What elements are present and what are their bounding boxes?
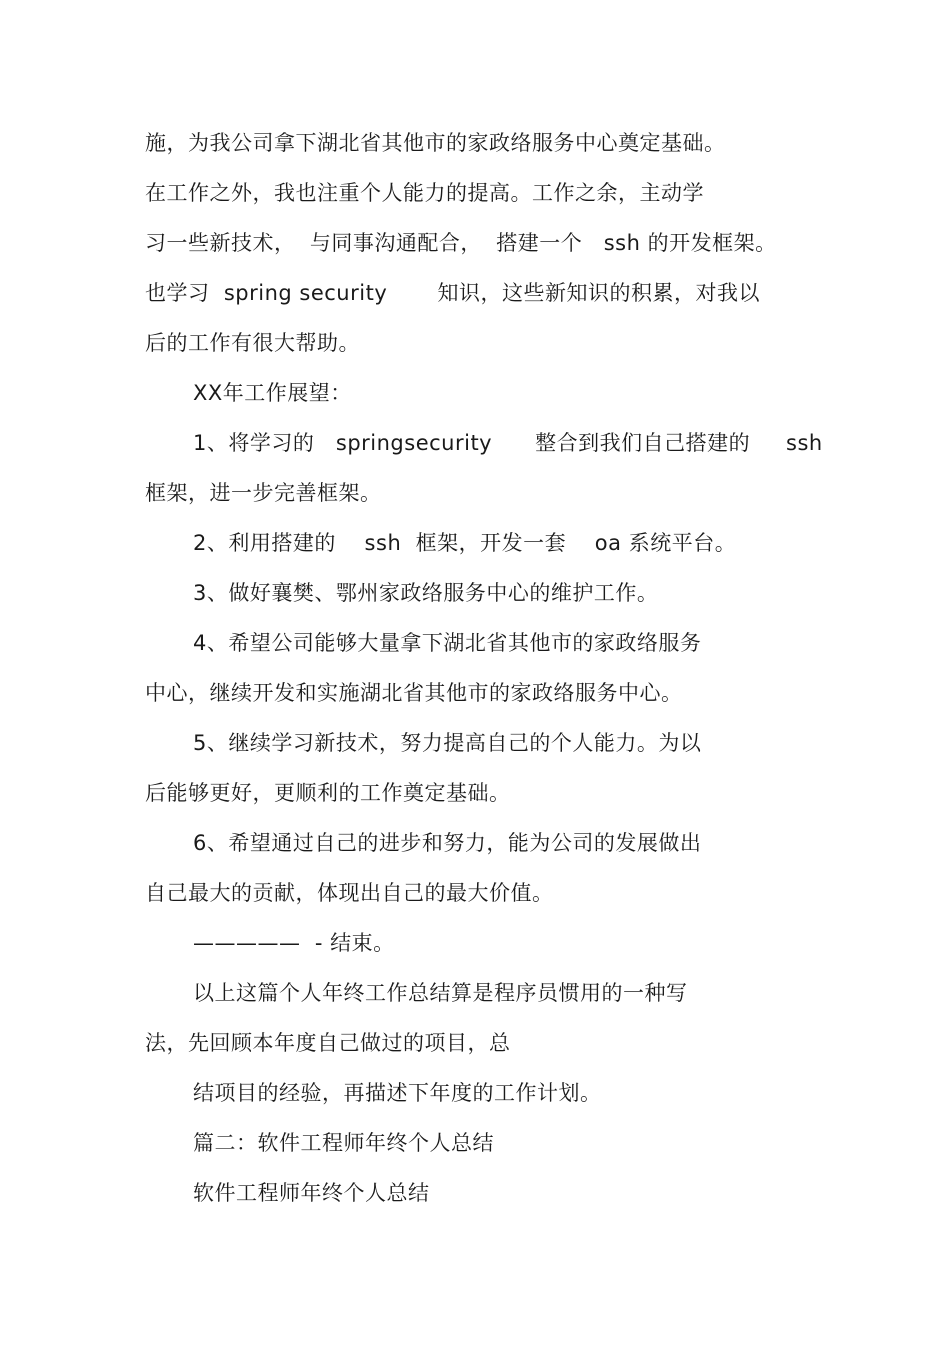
text-line-3: 习一些新技术， 与同事沟通配合， 搭建一个 ssh 的开发框架。 [145, 231, 777, 255]
text-line-10: 3、做好襄樊、鄂州家政络服务中心的维护工作。 [193, 581, 659, 605]
text-line-5: 后的工作有很大帮助。 [145, 331, 360, 355]
text-line-11: 4、希望公司能够大量拿下湖北省其他市的家政络服务 [193, 631, 702, 655]
text-line-16: 自己最大的贡献，体现出自己的最大价值。 [145, 881, 554, 905]
section-heading-outlook: XX年工作展望： [193, 381, 352, 405]
end-marker: ————— - 结束。 [193, 931, 395, 955]
text-line-9: 2、利用搭建的 ssh 框架，开发一套 oa 系统平台。 [193, 531, 737, 555]
text-line-15: 6、希望通过自己的进步和努力，能为公司的发展做出 [193, 831, 702, 855]
text-line-8: 框架，进一步完善框架。 [145, 481, 382, 505]
text-line-12: 中心，继续开发和实施湖北省其他市的家政络服务中心。 [145, 681, 683, 705]
text-line-19: 法，先回顾本年度自己做过的项目，总 [145, 1031, 511, 1055]
text-line-4: 也学习 spring security 知识，这些新知识的积累，对我以 [145, 281, 760, 305]
text-line-18: 以上这篇个人年终工作总结算是程序员惯用的一种写 [193, 981, 688, 1005]
section-heading-part-two: 篇二：软件工程师年终个人总结 [193, 1131, 494, 1155]
document-title: 软件工程师年终个人总结 [193, 1181, 430, 1205]
text-line-1: 施，为我公司拿下湖北省其他市的家政络服务中心奠定基础。 [145, 131, 726, 155]
text-line-13: 5、继续学习新技术，努力提高自己的个人能力。为以 [193, 731, 702, 755]
text-line-7: 1、将学习的 springsecurity 整合到我们自己搭建的 ssh [193, 431, 823, 455]
text-line-14: 后能够更好，更顺利的工作奠定基础。 [145, 781, 511, 805]
text-line-2: 在工作之外，我也注重个人能力的提高。工作之余，主动学 [145, 181, 704, 205]
text-line-20: 结项目的经验，再描述下年度的工作计划。 [193, 1081, 602, 1105]
